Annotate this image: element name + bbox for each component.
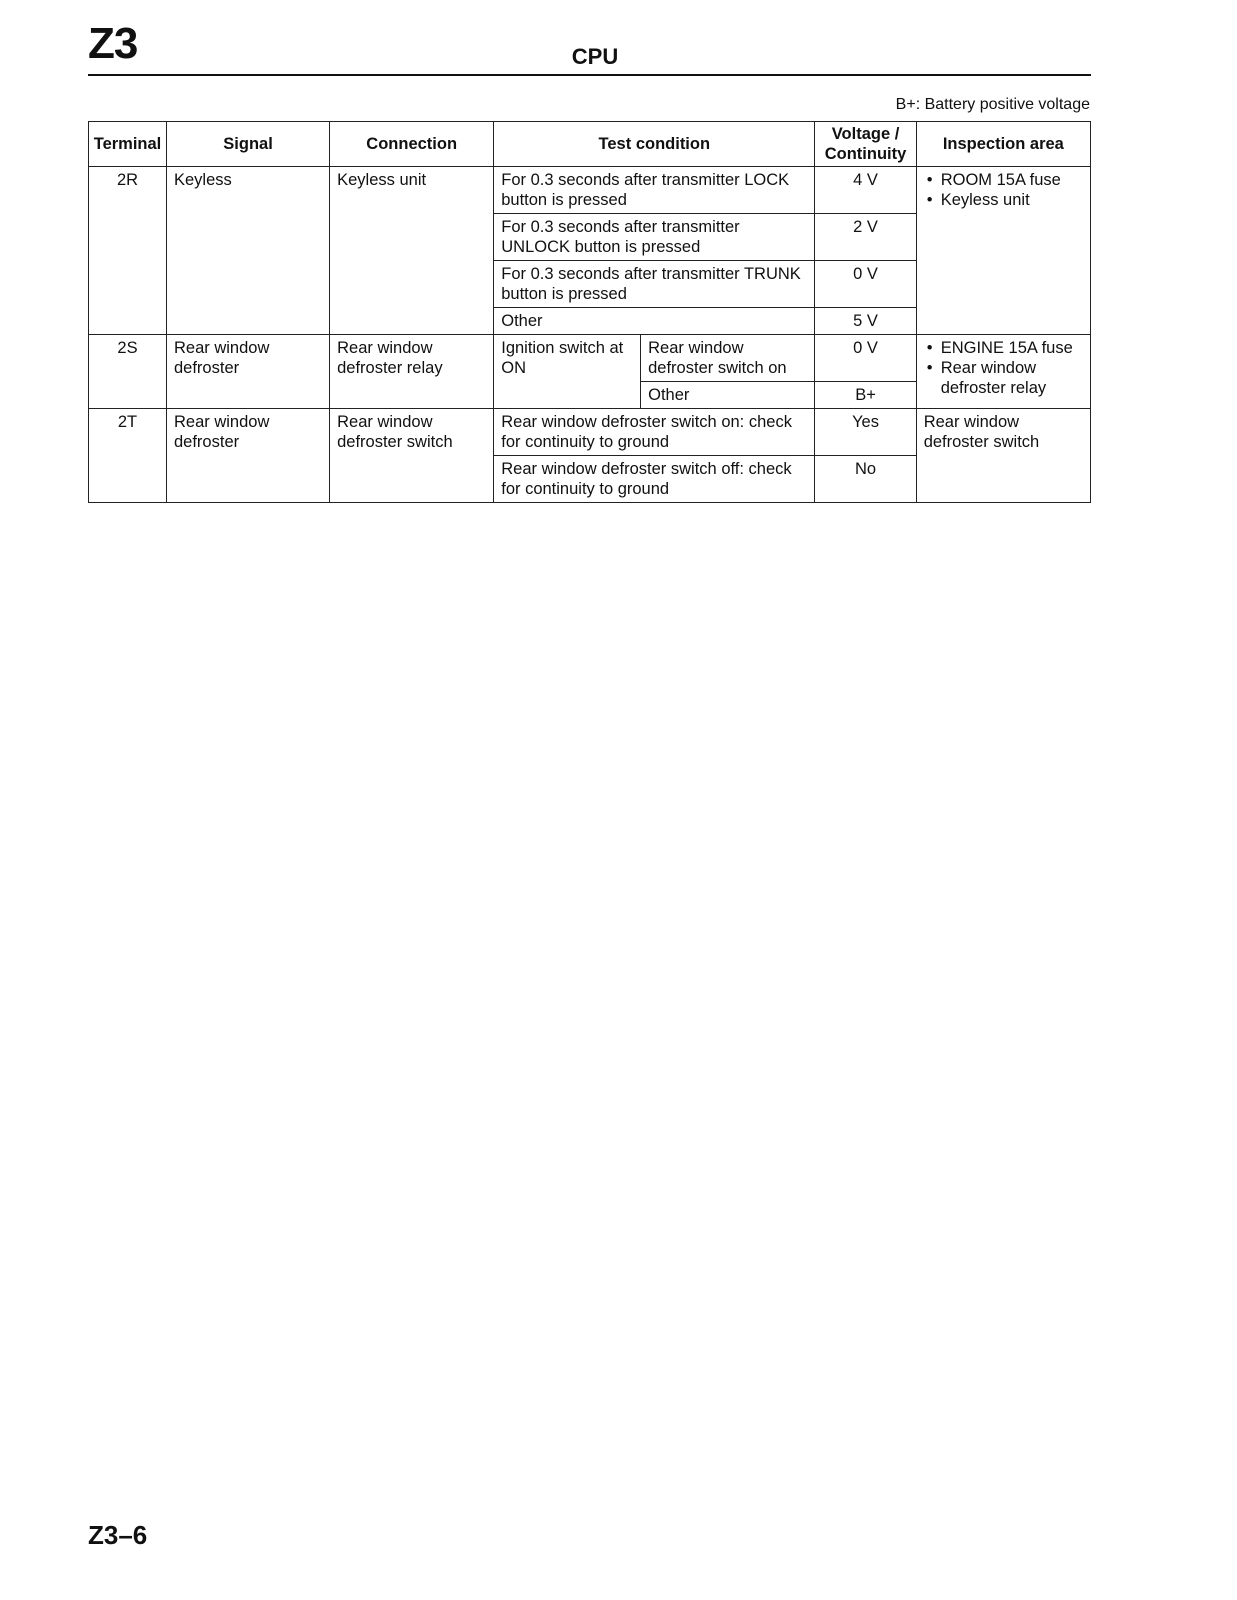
voltage-cell: 0 V: [815, 335, 916, 382]
inspection-item: • Rear window defroster relay: [924, 358, 1083, 398]
connection-cell: Rear window defroster relay: [330, 335, 494, 409]
test-condition-cell: For 0.3 seconds after transmitter UNLOCK button is pressed: [494, 214, 815, 261]
test-condition-cell: Other: [641, 382, 815, 409]
section-code: Z3: [88, 19, 138, 68]
inspection-list: [924, 170, 1083, 210]
test-condition-cell: Rear window defroster switch on: [641, 335, 815, 382]
condition-group-cell: Ignition switch at ON: [494, 335, 641, 409]
voltage-cell: 4 V: [815, 167, 916, 214]
terminal-spec-table: [88, 121, 1091, 503]
col-voltage-continuity: [815, 122, 916, 167]
test-condition-cell: Rear window defroster switch off: check for continuity to ground: [494, 456, 815, 503]
test-condition-cell: For 0.3 seconds after transmitter LOCK button is pressed: [494, 167, 815, 214]
connection-cell: Keyless unit: [330, 167, 494, 335]
voltage-cell: 0 V: [815, 261, 916, 308]
inspection-cell: [916, 335, 1090, 409]
voltage-cell: 5 V: [815, 308, 916, 335]
signal-cell: Rear window defroster: [167, 335, 330, 409]
inspection-cell: [916, 167, 1090, 335]
terminal-cell: 2T: [89, 409, 167, 503]
inspection-item: • ROOM 15A fuse: [924, 170, 1083, 190]
table-row: [89, 335, 1091, 382]
continuity-cell: Yes: [815, 409, 916, 456]
table-row: [89, 167, 1091, 214]
test-condition-cell: Other: [494, 308, 815, 335]
col-voltage-line1: Voltage /: [831, 125, 900, 143]
inspection-cell: Rear window defroster switch: [916, 409, 1090, 503]
continuity-cell: No: [815, 456, 916, 503]
test-condition-cell: Rear window defroster switch on: check for continuity to ground: [494, 409, 815, 456]
terminal-cell: 2R: [89, 167, 167, 335]
col-connection: Connection: [330, 122, 494, 167]
col-voltage-line2: Continuity: [824, 145, 907, 163]
connection-cell: Rear window defroster switch: [330, 409, 494, 503]
signal-cell: Keyless: [167, 167, 330, 335]
col-test-condition: Test condition: [494, 122, 815, 167]
signal-cell: Rear window defroster: [167, 409, 330, 503]
page-number: Z3–6: [88, 1520, 148, 1550]
col-signal: Signal: [167, 122, 330, 167]
table-header-row: [89, 122, 1091, 167]
inspection-item: • Keyless unit: [924, 190, 1083, 210]
inspection-item: • ENGINE 15A fuse: [924, 338, 1083, 358]
test-condition-cell: For 0.3 seconds after transmitter TRUNK button is pressed: [494, 261, 815, 308]
page-title: CPU: [571, 44, 619, 69]
header-rule: [88, 74, 1091, 76]
terminal-cell: 2S: [89, 335, 167, 409]
col-terminal: Terminal: [89, 122, 167, 167]
table-row: [89, 409, 1091, 456]
voltage-cell: B+: [815, 382, 916, 409]
voltage-legend: B+: Battery positive voltage: [895, 96, 1090, 113]
voltage-cell: 2 V: [815, 214, 916, 261]
col-inspection-area: Inspection area: [916, 122, 1090, 167]
inspection-list: [924, 338, 1083, 398]
